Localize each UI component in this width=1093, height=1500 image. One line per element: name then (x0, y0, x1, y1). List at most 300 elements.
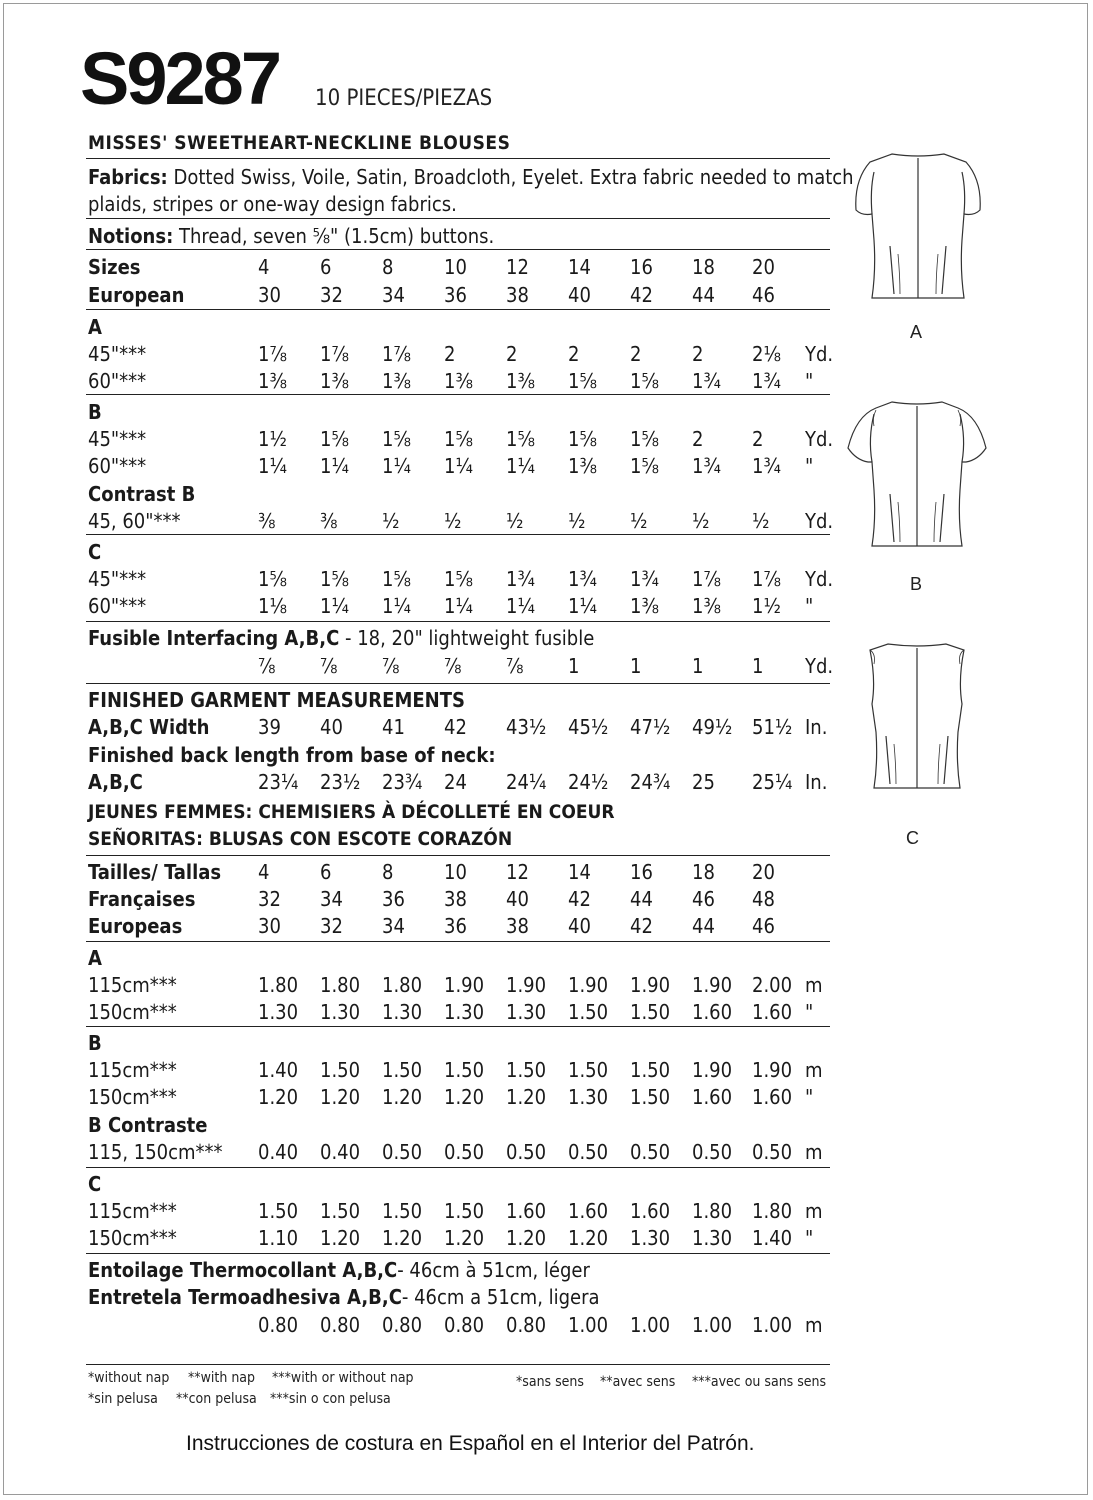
english-cell: 1⅝ (630, 369, 659, 393)
english-cell: 1⅜ (692, 594, 721, 618)
english-cell: ⅞ (506, 654, 524, 678)
spanish-cell: 1.20 (444, 1226, 485, 1250)
english-unit: " (805, 369, 814, 393)
english-cell: 1¾ (506, 567, 535, 591)
spanish-cell: 1.50 (382, 1058, 423, 1082)
english-cell: ⅜ (258, 509, 276, 533)
english-cell: ½ (444, 509, 462, 533)
english-cell: ⅜ (320, 509, 338, 533)
english-cell: 1⅝ (630, 454, 659, 478)
spanish-cell: 1.60 (568, 1199, 609, 1223)
spanish-cell: 36 (382, 887, 405, 911)
fabrics-line-2: plaids, stripes or one-way design fabrics. (88, 192, 457, 216)
english-unit: Yd. (805, 654, 834, 678)
english-cell: 1⅝ (320, 427, 349, 451)
spanish-cell: 1.00 (568, 1313, 609, 1337)
english-row-label: FINISHED GARMENT MEASUREMENTS (88, 688, 465, 712)
spanish-unit: m (805, 973, 823, 997)
spanish-title-1: JEUNES FEMMES: CHEMISIERS À DÉCOLLETÉ EN COEUR (88, 801, 615, 823)
divider (86, 1167, 830, 1168)
english-cell: 1¼ (258, 454, 287, 478)
english-cell: 1¼ (320, 594, 349, 618)
spanish-cell: 46 (692, 887, 715, 911)
footnote-avec-sens: **avec sens (600, 1374, 676, 1390)
fabrics-line-1 (88, 167, 854, 187)
english-cell: 23¼ (258, 770, 299, 794)
divider (86, 534, 830, 535)
english-cell: 1⅞ (752, 567, 781, 591)
english-cell: 1⅝ (568, 369, 597, 393)
english-row-label: European (88, 283, 185, 307)
spanish-cell: 1.30 (568, 1085, 609, 1109)
english-unit: Yd. (805, 567, 834, 591)
spanish-cell: 2.00 (752, 973, 793, 997)
spanish-cell: 1.30 (630, 1226, 671, 1250)
spanish-unit: m (805, 1313, 823, 1337)
notions-text: Thread, seven ⅝" (1.5cm) buttons. (179, 224, 495, 248)
notions-label: Notions: (88, 224, 174, 248)
english-cell: 51½ (752, 715, 793, 739)
spanish-cell: 1.50 (630, 1085, 671, 1109)
english-cell: 1⅝ (568, 427, 597, 451)
spanish-cell: 44 (630, 887, 653, 911)
spanish-cell: 16 (630, 860, 653, 884)
spanish-cell: 46 (752, 914, 775, 938)
spanish-row-label: 150cm*** (88, 1000, 177, 1024)
spanish-cell: 1.90 (692, 1058, 733, 1082)
english-cell: 2 (692, 342, 704, 366)
english-cell: 1 (692, 654, 704, 678)
english-cell: 18 (692, 255, 715, 279)
spanish-cell: 34 (320, 887, 343, 911)
spanish-cell: 1.90 (568, 973, 609, 997)
fabrics-label: Fabrics: (88, 165, 168, 189)
english-cell: 24¼ (506, 770, 547, 794)
divider (86, 1364, 830, 1365)
spanish-cell: 1.80 (258, 973, 299, 997)
spanish-row-label: C (88, 1172, 102, 1196)
spanish-cell: 1.40 (752, 1226, 793, 1250)
english-cell: ½ (382, 509, 400, 533)
spanish-cell: 34 (382, 914, 405, 938)
english-cell: 40 (320, 715, 343, 739)
spanish-cell: 0.80 (506, 1313, 547, 1337)
english-cell: 1⅝ (444, 567, 473, 591)
english-cell: ½ (630, 509, 648, 533)
english-row-label: 45, 60"*** (88, 509, 181, 533)
english-cell: 1⅝ (444, 427, 473, 451)
english-unit: " (805, 594, 814, 618)
spanish-cell: 1.20 (320, 1085, 361, 1109)
spanish-cell: 1.60 (752, 1085, 793, 1109)
english-cell: 1⅝ (382, 567, 411, 591)
spanish-cell: 18 (692, 860, 715, 884)
english-cell: 16 (630, 255, 653, 279)
english-cell: 46 (752, 283, 775, 307)
english-cell: 2 (692, 427, 704, 451)
divider (86, 1026, 830, 1027)
spanish-cell: 1.20 (382, 1226, 423, 1250)
english-cell: 1⅜ (258, 369, 287, 393)
english-cell: 1⅝ (630, 427, 659, 451)
pattern-title: MISSES' SWEETHEART-NECKLINE BLOUSES (88, 132, 511, 154)
english-row-label: A (88, 315, 102, 339)
divider (86, 683, 830, 684)
english-row-label: Contrast B (88, 482, 196, 506)
view-a-back-drawing (848, 150, 988, 306)
english-cell: ½ (506, 509, 524, 533)
english-cell: 1¼ (444, 454, 473, 478)
english-cell: 1⅞ (320, 342, 349, 366)
english-cell: 43½ (506, 715, 547, 739)
spanish-cell: 0.50 (752, 1140, 793, 1164)
english-cell: 1¼ (506, 594, 535, 618)
english-cell: ½ (752, 509, 770, 533)
spanish-cell: 1.90 (752, 1058, 793, 1082)
divider (86, 1253, 830, 1254)
divider (86, 158, 830, 159)
spanish-row-label: Tailles/ Tallas (88, 860, 222, 884)
spanish-cell: 1.30 (258, 1000, 299, 1024)
spanish-cell: 1.20 (506, 1226, 547, 1250)
spanish-unit: m (805, 1058, 823, 1082)
english-cell: 23¾ (382, 770, 423, 794)
spanish-instructions-note: Instrucciones de costura en Español en el Interior del Patrón. (186, 1432, 755, 1455)
spanish-cell: 1.50 (568, 1000, 609, 1024)
spanish-cell: 1.50 (630, 1058, 671, 1082)
divider (86, 855, 830, 856)
footnote-with-nap: **with nap (188, 1370, 256, 1386)
english-cell: 1¼ (568, 594, 597, 618)
view-label-c: C (906, 828, 919, 848)
english-cell: 10 (444, 255, 467, 279)
pattern-number: S9287 (80, 37, 279, 120)
english-row-label: Sizes (88, 255, 141, 279)
fabrics-text-1: Dotted Swiss, Voile, Satin, Broadcloth, Eyelet. Extra fabric needed to match (173, 165, 854, 189)
spanish-cell: 0.80 (258, 1313, 299, 1337)
spanish-row-label: 115cm*** (88, 973, 177, 997)
spanish-cell: 1.50 (320, 1199, 361, 1223)
english-cell: 1⅞ (692, 567, 721, 591)
spanish-row-label: 115cm*** (88, 1058, 177, 1082)
spanish-cell: 1.00 (752, 1313, 793, 1337)
divider (86, 621, 830, 622)
spanish-cell: 1.20 (258, 1085, 299, 1109)
english-cell: 44 (692, 283, 715, 307)
english-row-label: 60"*** (88, 454, 147, 478)
english-cell: 1⅝ (382, 427, 411, 451)
spanish-cell: 30 (258, 914, 281, 938)
english-cell: 38 (506, 283, 529, 307)
spanish-cell: 1.80 (752, 1199, 793, 1223)
english-cell: 2 (752, 427, 764, 451)
english-unit: " (805, 454, 814, 478)
english-cell: 1¾ (692, 369, 721, 393)
spanish-cell: 0.50 (506, 1140, 547, 1164)
spanish-cell: 0.50 (692, 1140, 733, 1164)
english-cell: 24½ (568, 770, 609, 794)
spanish-cell: 1.20 (382, 1085, 423, 1109)
spanish-cell: 1.90 (692, 973, 733, 997)
spanish-cell: 1.60 (752, 1000, 793, 1024)
spanish-cell: 1.20 (444, 1085, 485, 1109)
english-row-label: 45"*** (88, 342, 147, 366)
english-cell: 1⅝ (320, 567, 349, 591)
spanish-cell: 0.80 (382, 1313, 423, 1337)
spanish-row-label: Françaises (88, 887, 196, 911)
english-row-label: Finished back length from base of neck: (88, 743, 496, 767)
spanish-cell: 40 (506, 887, 529, 911)
english-cell: 41 (382, 715, 405, 739)
spanish-cell: 0.40 (320, 1140, 361, 1164)
english-cell: 4 (258, 255, 270, 279)
spanish-cell: 0.50 (444, 1140, 485, 1164)
english-cell: 1⅜ (320, 369, 349, 393)
spanish-cell: 1.60 (692, 1085, 733, 1109)
spanish-row-label: B Contraste (88, 1113, 208, 1137)
spanish-cell: 6 (320, 860, 332, 884)
spanish-cell: 1.50 (382, 1199, 423, 1223)
spanish-cell: 0.50 (630, 1140, 671, 1164)
english-cell: 2 (444, 342, 456, 366)
spanish-cell: 1.30 (692, 1226, 733, 1250)
english-cell: 8 (382, 255, 394, 279)
spanish-unit: m (805, 1199, 823, 1223)
english-cell: 25 (692, 770, 715, 794)
spanish-unit: " (805, 1226, 814, 1250)
english-row-label: B (88, 400, 102, 424)
english-cell: 24¾ (630, 770, 671, 794)
footnote-con-pelusa: **con pelusa (176, 1391, 257, 1407)
spanish-cell: 40 (568, 914, 591, 938)
english-cell: 1⅜ (506, 369, 535, 393)
english-cell: 1¾ (752, 369, 781, 393)
footnote-sin-o-con-pelusa: ***sin o con pelusa (270, 1391, 391, 1407)
view-b-back-drawing (842, 398, 992, 554)
spanish-row-label: 115, 150cm*** (88, 1140, 223, 1164)
english-unit: In. (805, 770, 828, 794)
spanish-cell: 20 (752, 860, 775, 884)
english-cell: 1¼ (506, 454, 535, 478)
english-cell: 1¾ (692, 454, 721, 478)
english-unit: Yd. (805, 509, 834, 533)
spanish-cell: 1.50 (444, 1058, 485, 1082)
spanish-cell: 1.00 (630, 1313, 671, 1337)
english-cell: 1⅝ (506, 427, 535, 451)
english-cell: ⅞ (382, 654, 400, 678)
spanish-title-2: SEÑORITAS: BLUSAS CON ESCOTE CORAZÓN (88, 828, 513, 850)
english-row-extra: - 18, 20" lightweight fusible (339, 626, 595, 650)
spanish-cell: 12 (506, 860, 529, 884)
english-cell: 1⅞ (382, 342, 411, 366)
spanish-unit: m (805, 1140, 823, 1164)
english-cell: 1¾ (752, 454, 781, 478)
spanish-cell: 42 (630, 914, 653, 938)
footnote-sin-pelusa: *sin pelusa (88, 1391, 158, 1407)
spanish-cell: 1.30 (382, 1000, 423, 1024)
english-cell: ⅞ (444, 654, 462, 678)
spanish-cell: 1.60 (506, 1199, 547, 1223)
english-cell: 1½ (258, 427, 287, 451)
spanish-row-label: Entretela Termoadhesiva A,B,C- 46cm a 51cm, ligera (88, 1285, 600, 1309)
spanish-unit: " (805, 1000, 814, 1024)
english-cell: 2 (506, 342, 518, 366)
spanish-cell: 1.80 (320, 973, 361, 997)
footnote-with-or-without-nap: ***with or without nap (272, 1370, 414, 1386)
english-cell: 12 (506, 255, 529, 279)
spanish-unit: " (805, 1085, 814, 1109)
english-cell: 42 (444, 715, 467, 739)
english-cell: ⅞ (320, 654, 338, 678)
english-cell: 1¾ (568, 567, 597, 591)
spanish-cell: 1.90 (630, 973, 671, 997)
spanish-cell: 8 (382, 860, 394, 884)
spanish-cell: 1.50 (568, 1058, 609, 1082)
spanish-cell: 42 (568, 887, 591, 911)
english-cell: 45½ (568, 715, 609, 739)
english-cell: ½ (692, 509, 710, 533)
english-cell: ⅞ (258, 654, 276, 678)
english-cell: 2 (568, 342, 580, 366)
spanish-cell: 14 (568, 860, 591, 884)
spanish-cell: 32 (320, 914, 343, 938)
spanish-cell: 38 (444, 887, 467, 911)
spanish-cell: 1.30 (320, 1000, 361, 1024)
english-row-label: 60"*** (88, 594, 147, 618)
spanish-row-label: Entoilage Thermocollant A,B,C- 46cm à 51cm, léger (88, 1258, 590, 1282)
english-cell: 1½ (752, 594, 781, 618)
notions-line (88, 226, 494, 246)
spanish-cell: 1.20 (568, 1226, 609, 1250)
english-row-label: Fusible Interfacing A,B,C - 18, 20" lightweight fusible (88, 626, 595, 650)
english-cell: 1⅜ (382, 369, 411, 393)
spanish-cell: 1.50 (506, 1058, 547, 1082)
english-cell: 25¼ (752, 770, 793, 794)
english-cell: 1¼ (444, 594, 473, 618)
spanish-row-label: 150cm*** (88, 1226, 177, 1250)
english-cell: 1⅜ (568, 454, 597, 478)
spanish-row-label: A (88, 946, 102, 970)
spanish-row-extra: - 46cm à 51cm, léger (397, 1258, 590, 1282)
spanish-cell: 38 (506, 914, 529, 938)
divider (86, 394, 830, 395)
english-cell: 1⅜ (630, 594, 659, 618)
english-cell: 1¼ (382, 454, 411, 478)
spanish-cell: 44 (692, 914, 715, 938)
english-cell: 1⅜ (444, 369, 473, 393)
pieces-count: 10 PIECES/PIEZAS (315, 86, 493, 111)
english-cell: 34 (382, 283, 405, 307)
spanish-cell: 1.50 (630, 1000, 671, 1024)
english-cell: 24 (444, 770, 467, 794)
spanish-cell: 1.60 (630, 1199, 671, 1223)
view-c-back-drawing (852, 640, 982, 796)
spanish-cell: 0.50 (382, 1140, 423, 1164)
english-row-label: 45"*** (88, 567, 147, 591)
spanish-row-label: 115cm*** (88, 1199, 177, 1223)
english-row-label: 60"*** (88, 369, 147, 393)
english-cell: 42 (630, 283, 653, 307)
spanish-cell: 1.50 (258, 1199, 299, 1223)
footnote-without-nap: *without nap (88, 1370, 170, 1386)
spanish-cell: 1.20 (506, 1085, 547, 1109)
english-cell: 47½ (630, 715, 671, 739)
spanish-row-label: Europeas (88, 914, 183, 938)
english-cell: 1⅛ (258, 594, 287, 618)
english-unit: In. (805, 715, 828, 739)
english-row-label: 45"*** (88, 427, 147, 451)
spanish-cell: 1.10 (258, 1226, 299, 1250)
english-unit: Yd. (805, 427, 834, 451)
english-cell: 23½ (320, 770, 361, 794)
english-cell: 39 (258, 715, 281, 739)
view-label-b: B (910, 574, 923, 594)
english-cell: 2 (630, 342, 642, 366)
english-cell: 40 (568, 283, 591, 307)
divider (86, 218, 830, 219)
english-cell: 6 (320, 255, 332, 279)
spanish-cell: 32 (258, 887, 281, 911)
spanish-cell: 0.80 (320, 1313, 361, 1337)
spanish-cell: 1.50 (444, 1199, 485, 1223)
english-cell: 1 (630, 654, 642, 678)
spanish-row-label: 150cm*** (88, 1085, 177, 1109)
spanish-cell: 1.90 (444, 973, 485, 997)
english-cell: 1⅞ (258, 342, 287, 366)
english-cell: 2⅛ (752, 342, 781, 366)
english-cell: 1¾ (630, 567, 659, 591)
spanish-cell: 1.00 (692, 1313, 733, 1337)
view-label-a: A (910, 322, 923, 342)
english-row-label: C (88, 540, 102, 564)
spanish-cell: 0.40 (258, 1140, 299, 1164)
divider (86, 309, 830, 310)
spanish-cell: 1.30 (506, 1000, 547, 1024)
spanish-cell: 1.30 (444, 1000, 485, 1024)
spanish-row-label: B (88, 1031, 102, 1055)
spanish-row-extra: - 46cm a 51cm, ligera (401, 1285, 600, 1309)
english-cell: ½ (568, 509, 586, 533)
english-cell: 32 (320, 283, 343, 307)
spanish-cell: 1.80 (692, 1199, 733, 1223)
english-row-label: A,B,C (88, 770, 143, 794)
english-cell: 1¼ (320, 454, 349, 478)
spanish-cell: 0.80 (444, 1313, 485, 1337)
english-cell: 14 (568, 255, 591, 279)
english-row-label: A,B,C Width (88, 715, 210, 739)
english-cell: 1⅝ (258, 567, 287, 591)
english-cell: 36 (444, 283, 467, 307)
spanish-cell: 36 (444, 914, 467, 938)
spanish-cell: 4 (258, 860, 270, 884)
english-unit: Yd. (805, 342, 834, 366)
english-cell: 30 (258, 283, 281, 307)
english-cell: 1 (568, 654, 580, 678)
spanish-cell: 0.50 (568, 1140, 609, 1164)
spanish-cell: 1.80 (382, 973, 423, 997)
english-cell: 1¼ (382, 594, 411, 618)
divider (86, 941, 830, 942)
divider (86, 249, 830, 250)
spanish-cell: 10 (444, 860, 467, 884)
spanish-cell: 48 (752, 887, 775, 911)
spanish-cell: 1.50 (320, 1058, 361, 1082)
spanish-cell: 1.90 (506, 973, 547, 997)
spanish-cell: 1.20 (320, 1226, 361, 1250)
footnote-sans-sens: *sans sens (516, 1374, 584, 1390)
english-cell: 1 (752, 654, 764, 678)
footnote-avec-ou-sans-sens: ***avec ou sans sens (692, 1374, 827, 1390)
